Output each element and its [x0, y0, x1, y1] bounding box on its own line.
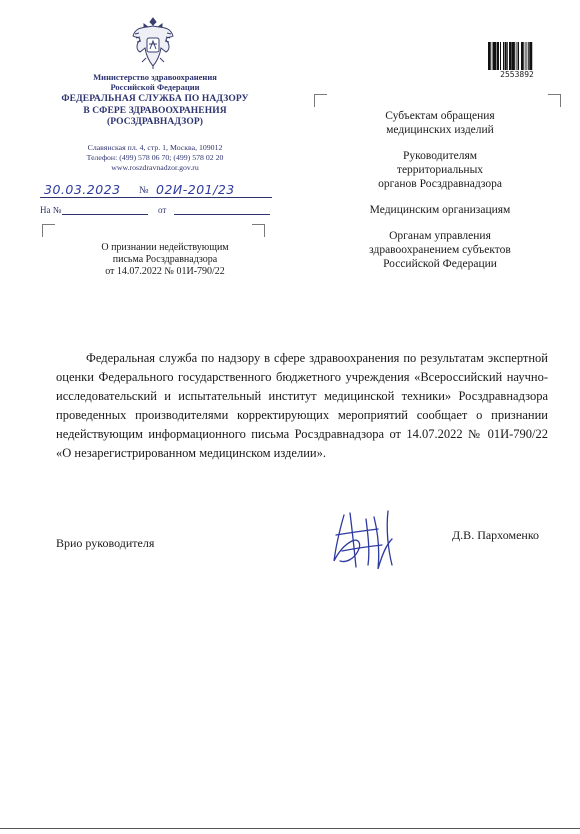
subject-line-2: письма Росздравнадзора	[112, 254, 218, 265]
addressee-line: Субъектам обращения	[385, 110, 495, 122]
ministry-name	[40, 72, 270, 92]
subject-corner-left	[42, 224, 55, 237]
addressee-line: медицинских изделий	[386, 124, 494, 136]
registration-line	[40, 182, 272, 198]
registration-underline	[40, 197, 272, 198]
registration-number: 02И-201/23	[156, 182, 235, 197]
letter-subject	[60, 242, 270, 278]
addressee-group	[330, 203, 550, 217]
addressee-line: Руководителям	[402, 150, 478, 162]
addressee-group	[330, 149, 550, 191]
reference-line	[40, 205, 272, 217]
subject-line-1: О признании недействующим	[101, 242, 229, 253]
addressee-line: территориальных	[396, 164, 484, 176]
addressee-line: органов Росздравнадзора	[378, 178, 502, 190]
agency-line-1: ФЕДЕРАЛЬНАЯ СЛУЖБА ПО НАДЗОРУ	[61, 94, 249, 104]
addressee-corner-left	[314, 94, 327, 107]
addressee-group	[330, 229, 550, 271]
agency-phone: Телефон: (499) 578 06 70; (499) 578 02 20	[86, 153, 224, 162]
barcode-number: 2553892	[500, 70, 534, 79]
registration-number-sign: №	[139, 185, 149, 196]
reference-number-blank	[62, 205, 148, 215]
page-bottom-rule	[0, 828, 580, 829]
subject-line-3: от 14.07.2022 № 01И-790/22	[105, 266, 225, 277]
ministry-line-2: Российской Федерации	[110, 82, 200, 92]
reference-from-label: от	[158, 205, 167, 215]
addressee-corner-right	[548, 94, 561, 107]
russian-coat-of-arms-icon	[130, 14, 176, 70]
reference-date-blank	[174, 205, 270, 215]
agency-contacts	[40, 143, 270, 173]
addressee-line: Медицинским организациям	[369, 204, 511, 216]
signer-title: Врио руководителя	[56, 536, 155, 550]
addressee-line: Российской Федерации	[383, 258, 497, 270]
addressee-line: здравоохранением субъектов	[369, 244, 511, 256]
reference-prefix: На №	[40, 205, 62, 215]
letter-body: Федеральная служба по надзору в сфере здравоохранения по результатам экспертной оценки Федерального государственного бюджетного учреждения «Всероссийский научно-исследовательский и испытательный институт медицинской техники» Росздравнадзора проведенных производителями корректирующих мероприятий сообщает о признании недействующим информационного письма Росздравнадзора от 14.07.2022 № 01И-790/22 «О незарегистрированном медицинском изделии».	[56, 351, 548, 460]
addressee-line: Органам управления	[389, 230, 491, 242]
handwritten-signature-icon	[322, 505, 412, 575]
addressee-block	[330, 109, 550, 283]
agency-line-2: В СФЕРЕ ЗДРАВООХРАНЕНИЯ	[83, 105, 227, 116]
addressee-group	[330, 109, 550, 137]
agency-line-3: (РОСЗДРАВНАДЗОР)	[106, 117, 204, 127]
subject-corner-right	[252, 224, 265, 237]
agency-website: www.roszdravnadzor.gov.ru	[111, 163, 199, 172]
agency-address: Славянская пл. 4, стр. 1, Москва, 109012	[87, 143, 223, 152]
registration-date: 30.03.2023	[44, 182, 121, 197]
signer-name: Д.В. Пархоменко	[452, 528, 540, 542]
barcode-icon	[488, 42, 546, 70]
agency-name	[40, 94, 270, 129]
ministry-line-1: Министерство здравоохранения	[93, 72, 217, 82]
